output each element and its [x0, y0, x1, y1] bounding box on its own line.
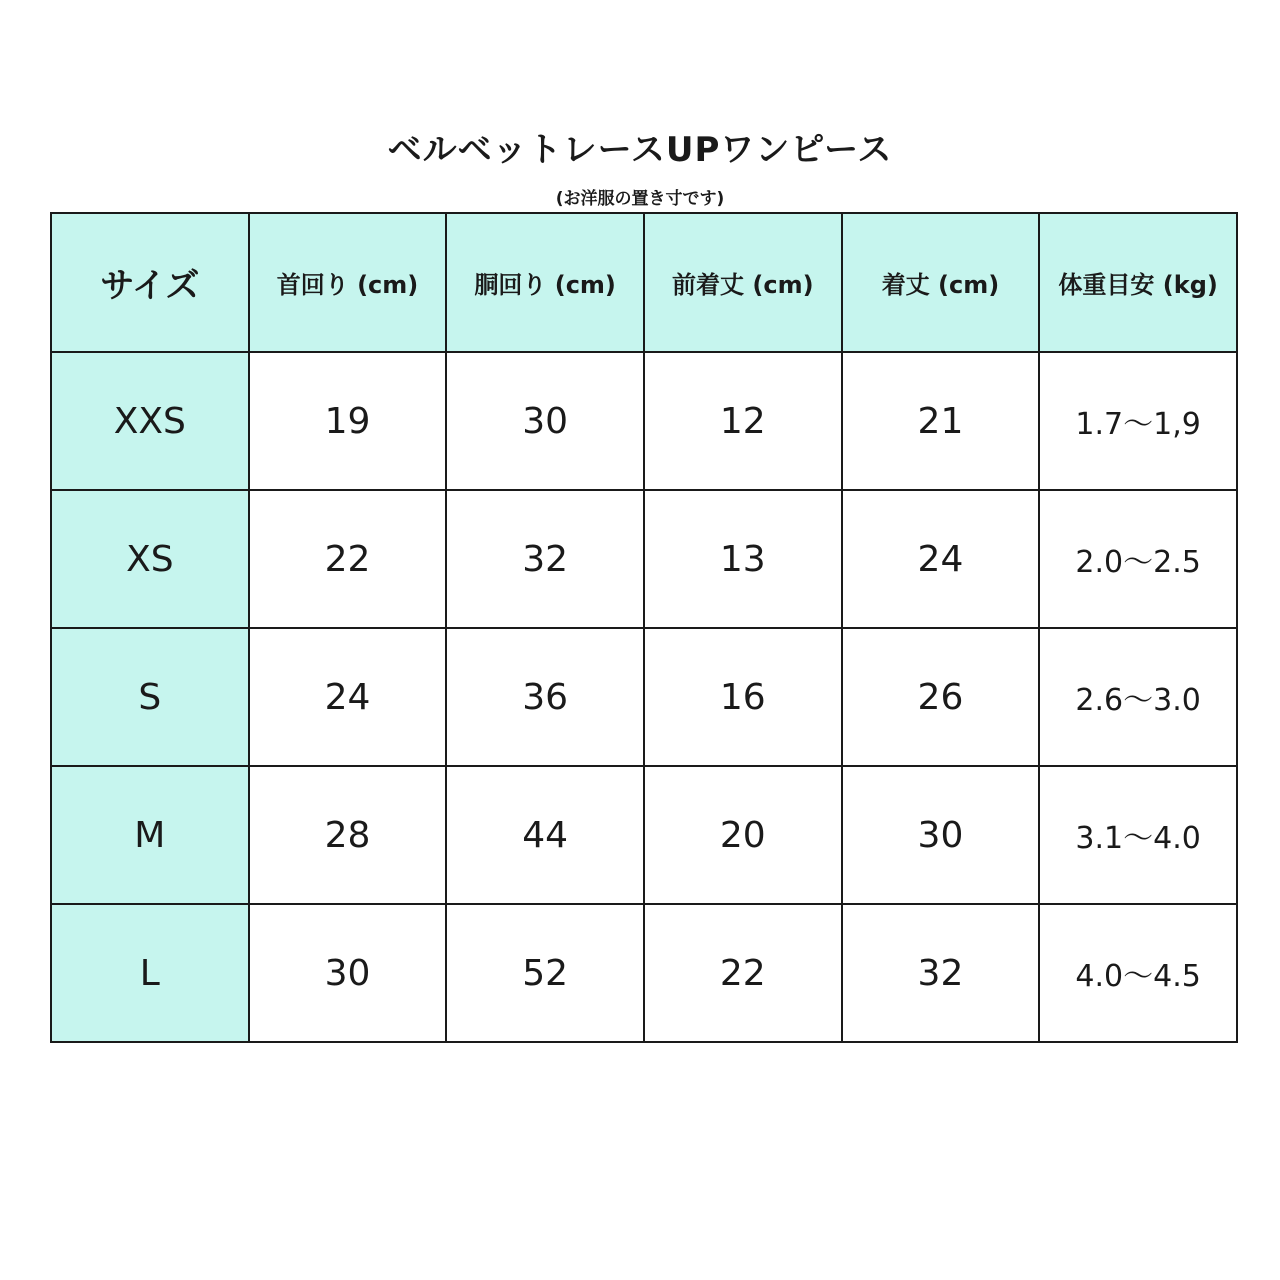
- header-front-length: 前着丈 (cm): [644, 213, 842, 352]
- weight-cell: 1.7〜1,9: [1039, 352, 1237, 490]
- header-chest: 胴回り (cm): [446, 213, 644, 352]
- length-cell: 32: [842, 904, 1040, 1042]
- table-row: [51, 628, 1237, 766]
- weight-cell: 2.0〜2.5: [1039, 490, 1237, 628]
- length-cell: 30: [842, 766, 1040, 904]
- neck-cell: 30: [249, 904, 447, 1042]
- size-cell: M: [51, 766, 249, 904]
- page-title: ベルベットレースUPワンピース: [387, 130, 893, 170]
- front-length-cell: 13: [644, 490, 842, 628]
- weight-cell: 2.6〜3.0: [1039, 628, 1237, 766]
- table-row: [51, 490, 1237, 628]
- chest-cell: 36: [446, 628, 644, 766]
- front-length-cell: 12: [644, 352, 842, 490]
- size-cell: XS: [51, 490, 249, 628]
- size-cell: S: [51, 628, 249, 766]
- chest-cell: 30: [446, 352, 644, 490]
- weight-cell: 4.0〜4.5: [1039, 904, 1237, 1042]
- front-length-cell: 22: [644, 904, 842, 1042]
- table-row: [51, 766, 1237, 904]
- neck-cell: 22: [249, 490, 447, 628]
- size-chart-table: [50, 212, 1238, 1043]
- front-length-cell: 20: [644, 766, 842, 904]
- length-cell: 21: [842, 352, 1040, 490]
- chest-cell: 32: [446, 490, 644, 628]
- neck-cell: 28: [249, 766, 447, 904]
- front-length-cell: 16: [644, 628, 842, 766]
- page-subtitle: (お洋服の置き寸です): [555, 189, 725, 209]
- neck-cell: 24: [249, 628, 447, 766]
- size-cell: L: [51, 904, 249, 1042]
- size-cell: XXS: [51, 352, 249, 490]
- table-row: [51, 904, 1237, 1042]
- table-header-row: [51, 213, 1237, 352]
- header-neck: 首回り (cm): [249, 213, 447, 352]
- chest-cell: 52: [446, 904, 644, 1042]
- weight-cell: 3.1〜4.0: [1039, 766, 1237, 904]
- neck-cell: 19: [249, 352, 447, 490]
- header-length: 着丈 (cm): [842, 213, 1040, 352]
- table-row: [51, 352, 1237, 490]
- header-size: サイズ: [51, 213, 249, 352]
- chest-cell: 44: [446, 766, 644, 904]
- length-cell: 24: [842, 490, 1040, 628]
- header-weight: 体重目安 (kg): [1039, 213, 1237, 352]
- length-cell: 26: [842, 628, 1040, 766]
